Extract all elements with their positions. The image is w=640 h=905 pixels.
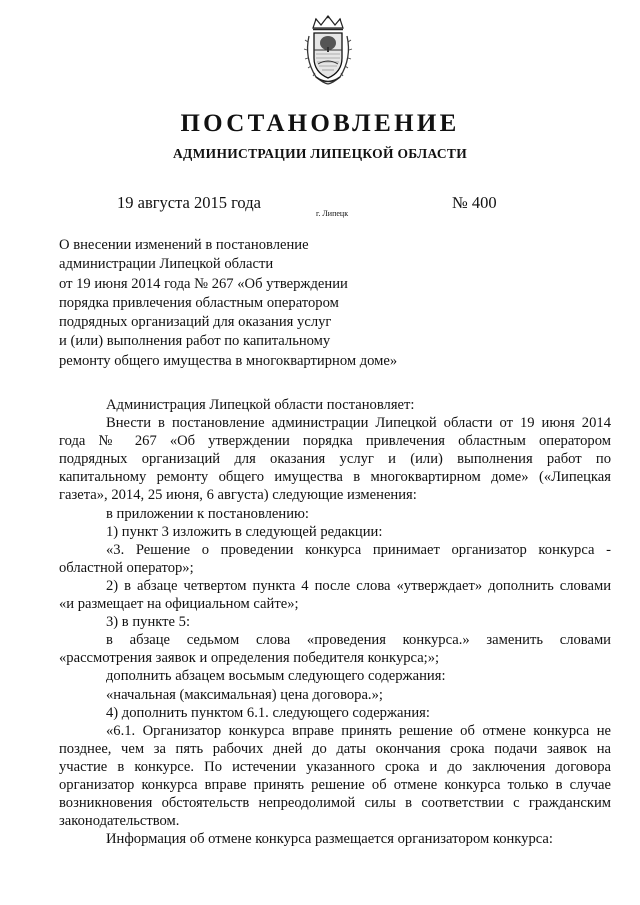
body-line: позднее, чем за пять рабочих дней до даты окончания срока подачи заявок на (59, 740, 611, 757)
document-place: г. Липецк (316, 209, 349, 218)
body-line: «рассмотрения заявок и определения победителя конкурса;»; (59, 650, 440, 667)
body-line: 4) дополнить пунктом 6.1. следующего содержания: (106, 704, 430, 721)
heading-line: от 19 июня 2014 года № 267 «Об утверждении (59, 275, 348, 292)
document-subtitle: АДМИНИСТРАЦИИ ЛИПЕЦКОЙ ОБЛАСТИ (172, 146, 468, 161)
body-line: «начальная (максимальная) цена договора.»; (106, 686, 383, 703)
body-line: возникновения обстоятельств непреодолимой силы в соответствии с гражданским (59, 795, 611, 812)
body-line: капитальному ремонту общего имущества в многоквартирном доме» («Липецкая (59, 469, 611, 486)
heading-line: администрации Липецкой области (59, 256, 274, 273)
body-line: в абзаце седьмом слова «проведения конкурса.» заменить словами (106, 632, 611, 649)
body-line: дополнить абзацем восьмым следующего содержания: (106, 668, 446, 685)
body-line: подрядных организаций для оказания услуг и (или) выполнения работ по (59, 451, 611, 468)
heading-line: ремонту общего имущества в многоквартирном доме» (59, 352, 398, 369)
heading-line: подрядных организаций для оказания услуг (59, 314, 332, 331)
body-line: Внести в постановление администрации Липецкой области от 19 июня 2014 (106, 415, 611, 432)
body-line: газета», 2014, 25 июня, 6 августа) следующие изменения: (59, 487, 417, 504)
body-line: организатор конкурса вправе принять решение об отмене конкурса только в случае (59, 776, 611, 793)
document-date: 19 августа 2015 года (117, 193, 261, 212)
body-line: областной оператор»; (59, 559, 194, 576)
body-line: участие в конкурсе. По истечении указанного срока и до заключения договора (59, 758, 611, 775)
document-number: № 400 (452, 193, 497, 212)
heading-line: порядка привлечения областным оператором (59, 294, 339, 311)
body-line: «и размещает на официальном сайте»; (59, 596, 299, 613)
body-line: «3. Решение о проведении конкурса принимает организатор конкурса - (106, 541, 611, 558)
body-line: 2) в абзаце четвертом пункта 4 после слова «утверждает» дополнить словами (106, 577, 611, 594)
coat-of-arms-icon (303, 14, 353, 86)
body-line: Администрация Липецкой области постановляет: (106, 397, 415, 413)
document-body (59, 396, 611, 848)
body-line: 1) пункт 3 изложить в следующей редакции: (106, 523, 383, 540)
body-line: 3) в пункте 5: (106, 614, 191, 631)
body-line: «6.1. Организатор конкурса вправе принять решение об отмене конкурса не (106, 722, 611, 739)
document-heading (59, 236, 479, 371)
heading-line: и (или) выполнения работ по капитальному (59, 333, 331, 350)
body-line: в приложении к постановлению: (106, 505, 309, 522)
heading-line: О внесении изменений в постановление (59, 237, 309, 253)
document-title: ПОСТАНОВЛЕНИЕ (180, 110, 460, 137)
body-line: Информация об отмене конкурса размещается организатором конкурса: (106, 831, 553, 848)
body-line: года № 267 «Об утверждении порядка привлечения областным оператором (59, 433, 611, 450)
body-line: законодательством. (59, 813, 180, 830)
